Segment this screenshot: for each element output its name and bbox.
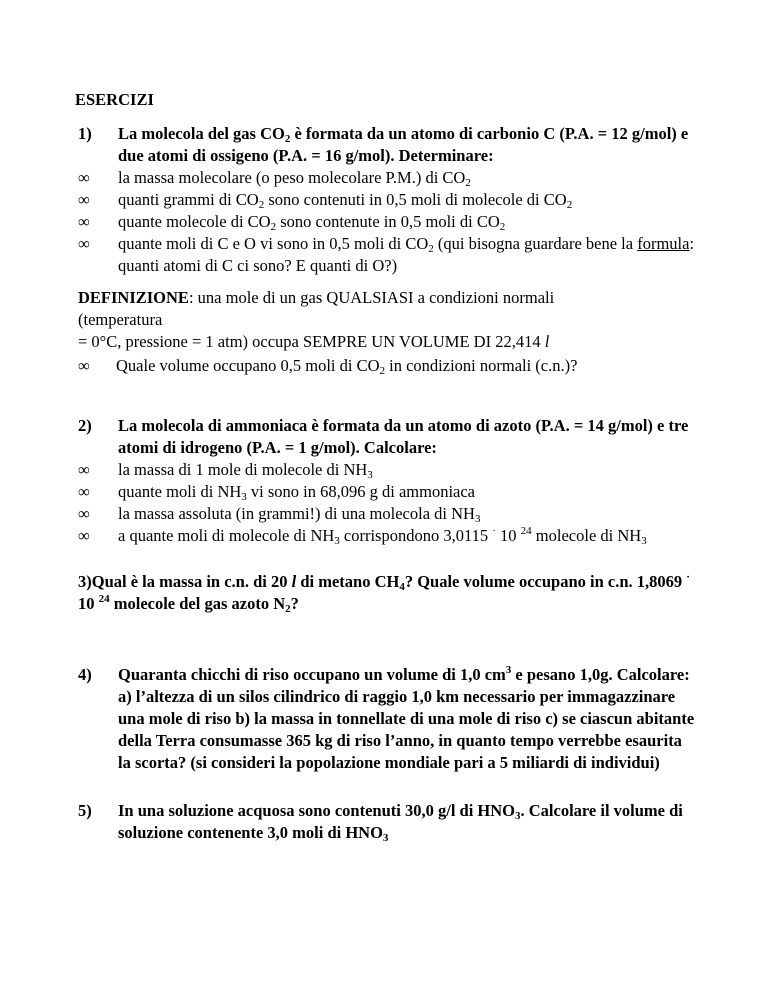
list-item: ∞ quante moli di C e O vi sono in 0,5 moli di $CO_2$ (qui bisogna guardare bene la formula: quanti atomi di C ci sono? E quanti di O?) (78, 234, 695, 275)
bullet-icon: ∞ (78, 168, 90, 187)
exercise-1 (78, 123, 698, 277)
bullet-icon: ∞ (78, 460, 90, 479)
list-item: ∞ quante molecole di $CO_2$ sono contenute in 0,5 moli di $CO_2$ (78, 212, 506, 233)
list-item: ∞ quanti grammi di $CO_2$ sono contenuti in 0,5 moli di molecole di $CO_2$ (78, 190, 573, 211)
exercise-4-text: 4) Quaranta chicchi di riso occupano un volume di 1,0 $cm^3$ e pesano 1,0g. Calcolare: a) l’altezza di un silos cilindrico di raggio 1,0 km necessario per immagazzinare una mole di riso b) la massa in tonnellate di una mole di riso c) se ciascun abitante della Terra consumasse 365 kg di riso l’anno, in quanto tempo verrebbe esaurita la scorta? (si consideri la popolazione mondiale pari a 5 miliardi di individui) (78, 664, 695, 772)
list-item: ∞ la massa molecolare (o peso molecolare P.M.) di $CO_2$ (78, 168, 471, 189)
definition-question: ∞ Quale volume occupano 0,5 moli di $CO_2$ in condizioni normali (c.n.)? (78, 356, 578, 377)
exercise-5-text: 5) In una soluzione acquosa sono contenuti 30,0 g/l di $HNO_3$. Calcolare il volume di soluzione contenente 3,0 moli di $HNO_3$ (78, 801, 683, 844)
exercise-5 (78, 800, 698, 844)
exercise-2-list (78, 459, 698, 547)
bullet-icon: ∞ (78, 482, 90, 501)
bullet-icon: ∞ (78, 212, 90, 231)
list-item: ∞ la massa di 1 mole di molecole di $NH_3$ (78, 460, 373, 481)
exercise-2 (78, 415, 698, 547)
bullet-icon: ∞ (78, 356, 90, 375)
bullet-icon: ∞ (78, 504, 90, 523)
list-item: ∞ quante moli di $NH_3$ vi sono in 68,096 g di ammoniaca (78, 482, 476, 503)
bullet-icon: ∞ (78, 526, 90, 545)
exercise-4 (78, 664, 698, 774)
page-heading: ESERCIZI (75, 90, 154, 109)
bullet-icon: ∞ (78, 190, 90, 209)
list-item: ∞ a quante moli di molecole di $NH_3$ corrispondono 3,0115 · 10 $^{24}$ molecole di $NH_3$ (78, 525, 647, 547)
definition-paragraph: DEFINIZIONE: una mole di un gas QUALSIASI a condizioni normali (temperatura = 0°C, pressione = 1 atm) occupa SEMPRE UN VOLUME DI 22,414 l (78, 288, 555, 351)
exercise-1-list (78, 167, 698, 277)
list-item: ∞ la massa assoluta (in grammi!) di una molecola di $NH_3$ (78, 504, 481, 525)
exercise-1-title: 1) La molecola del gas $CO_2$ è formata da un atomo di carbonio C (P.A. = 12 g/mol) e due atomi di ossigeno (P.A. = 16 g/mol). Determinare: (78, 124, 689, 165)
exercise-3: 3)Qual è la massa in c.n. di 20 l di metano $CH_4$? Quale volume occupano in c.n. 1,8069 · 10 $^{24}$ molecole del gas azoto $N_2$? (78, 571, 690, 615)
exercise-2-title: 2) La molecola di ammoniaca è formata da un atomo di azoto (P.A. = 14 g/mol) e tre atomi di idrogeno (P.A. = 1 g/mol). Calcolare: (78, 416, 689, 457)
bullet-icon: ∞ (78, 234, 90, 253)
